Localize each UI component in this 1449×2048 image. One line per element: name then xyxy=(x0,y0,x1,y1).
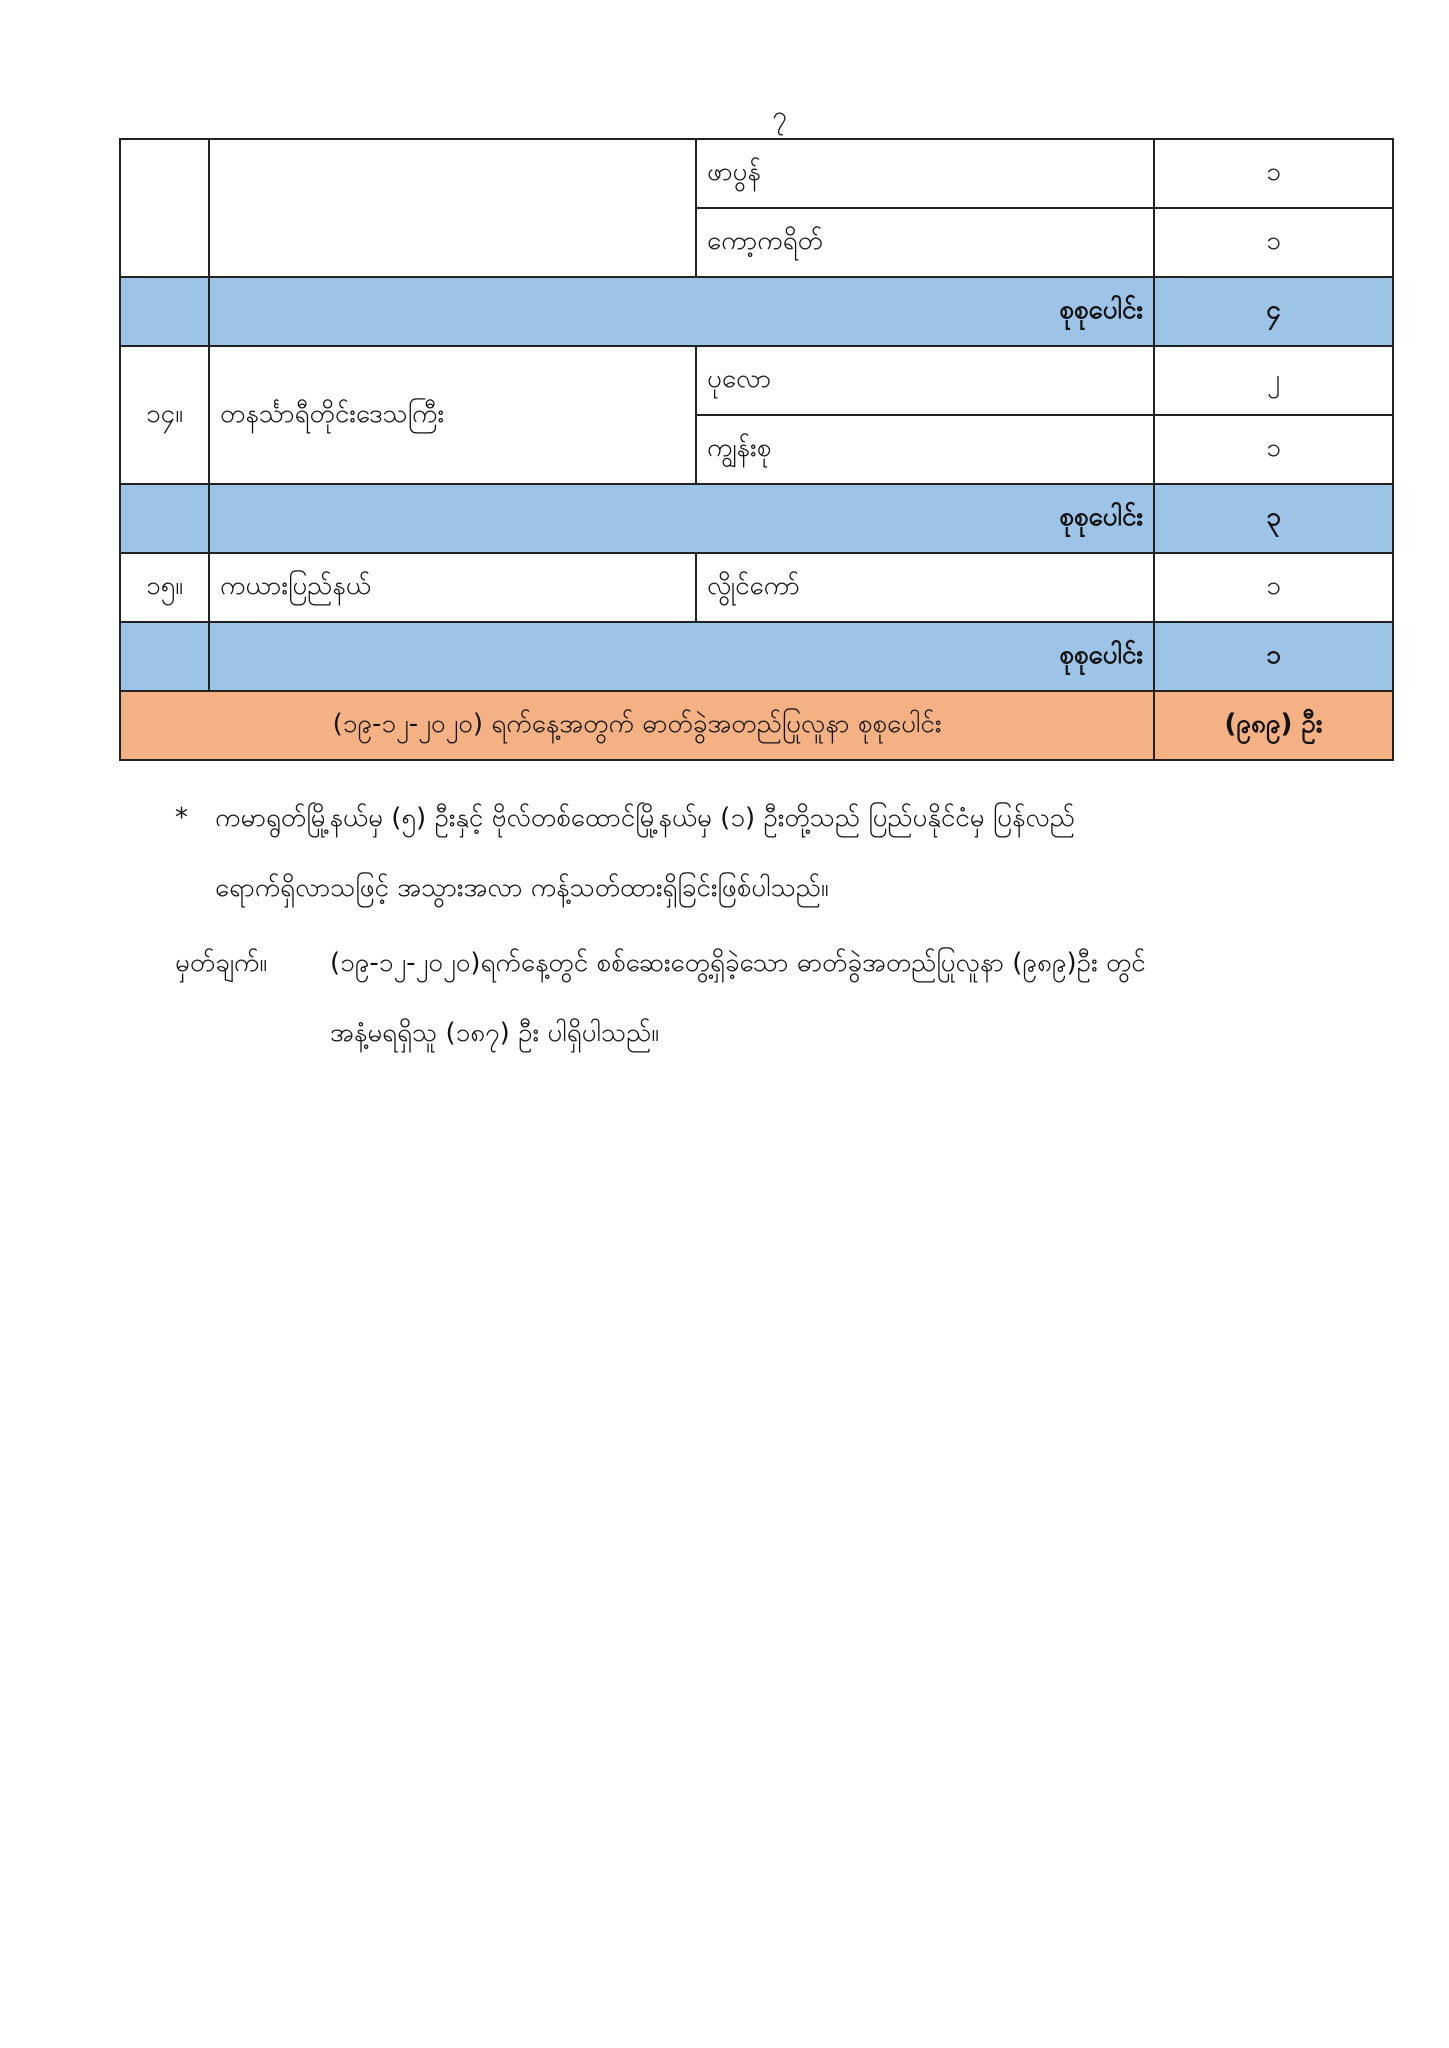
blank-cell xyxy=(120,277,209,346)
table-row xyxy=(120,139,1393,208)
region-cell: ကယားပြည်နယ် xyxy=(209,553,696,622)
subtotal-label: စုစုပေါင်း xyxy=(209,277,1154,346)
footnote-line-2: ရောက်ရှိလာသဖြင့် အသွားအလာ ကန့်သတ်ထားရှိခြင်းဖြစ်ပါသည်။ xyxy=(215,873,829,903)
table-row xyxy=(120,553,1393,622)
subtotal-value: ၁ xyxy=(1154,622,1393,691)
subtotal-value: ၃ xyxy=(1154,484,1393,553)
count-cell: ၁ xyxy=(1154,415,1393,484)
grand-total-value: (၉၈၉) ဦး xyxy=(1154,691,1393,760)
subtotal-value: ၄ xyxy=(1154,277,1393,346)
region-cell xyxy=(209,139,696,277)
grand-total-row xyxy=(120,691,1393,760)
blank-cell xyxy=(120,484,209,553)
subtotal-row xyxy=(120,622,1393,691)
grand-total-label: (၁၉-၁၂-၂၀၂၀) ရက်နေ့အတွက် ဓာတ်ခွဲအတည်ပြုလူနာ စုစုပေါင်း xyxy=(120,691,1154,760)
township-cell: ကျွန်းစု xyxy=(696,415,1154,484)
cases-by-township-table xyxy=(119,138,1394,761)
count-cell: ၁ xyxy=(1154,139,1393,208)
township-cell: ဖာပွန် xyxy=(696,139,1154,208)
row-index xyxy=(120,139,209,277)
table-row xyxy=(120,346,1393,415)
subtotal-label: စုစုပေါင်း xyxy=(209,484,1154,553)
row-index: ၁၅။ xyxy=(120,553,209,622)
subtotal-row xyxy=(120,277,1393,346)
township-cell: လွိုင်ကော် xyxy=(696,553,1154,622)
count-cell: ၁ xyxy=(1154,553,1393,622)
blank-cell xyxy=(120,622,209,691)
remark-line-2: အနံ့မရရှိသူ (၁၈၇) ဦး ပါရှိပါသည်။ xyxy=(330,1018,660,1048)
township-cell: ပုလော xyxy=(696,346,1154,415)
region-cell: တနင်္သာရီတိုင်းဒေသကြီး xyxy=(209,346,696,484)
page-number: ၇ xyxy=(772,101,787,131)
count-cell: ၁ xyxy=(1154,208,1393,277)
subtotal-label: စုစုပေါင်း xyxy=(209,622,1154,691)
count-cell: ၂ xyxy=(1154,346,1393,415)
row-index: ၁၄။ xyxy=(120,346,209,484)
remark-line-1: (၁၉-၁၂-၂၀၂၀)ရက်နေ့တွင် စစ်ဆေးတွေ့ရှိခဲ့သော ဓာတ်ခွဲအတည်ပြုလူနာ (၉၈၉)ဦး တွင် xyxy=(330,948,1146,978)
footnote-marker: * xyxy=(175,803,188,833)
footnote-line-1: ကမာရွတ်မြို့နယ်မှ (၅) ဦးနှင့် ဗိုလ်တစ်ထောင်မြို့နယ်မှ (၁) ဦးတို့သည် ပြည်ပနိုင်ငံမှ ပြန်လည် xyxy=(215,803,1075,833)
remark-label: မှတ်ချက်။ xyxy=(175,948,268,978)
township-cell: ကော့ကရိတ် xyxy=(696,208,1154,277)
subtotal-row xyxy=(120,484,1393,553)
